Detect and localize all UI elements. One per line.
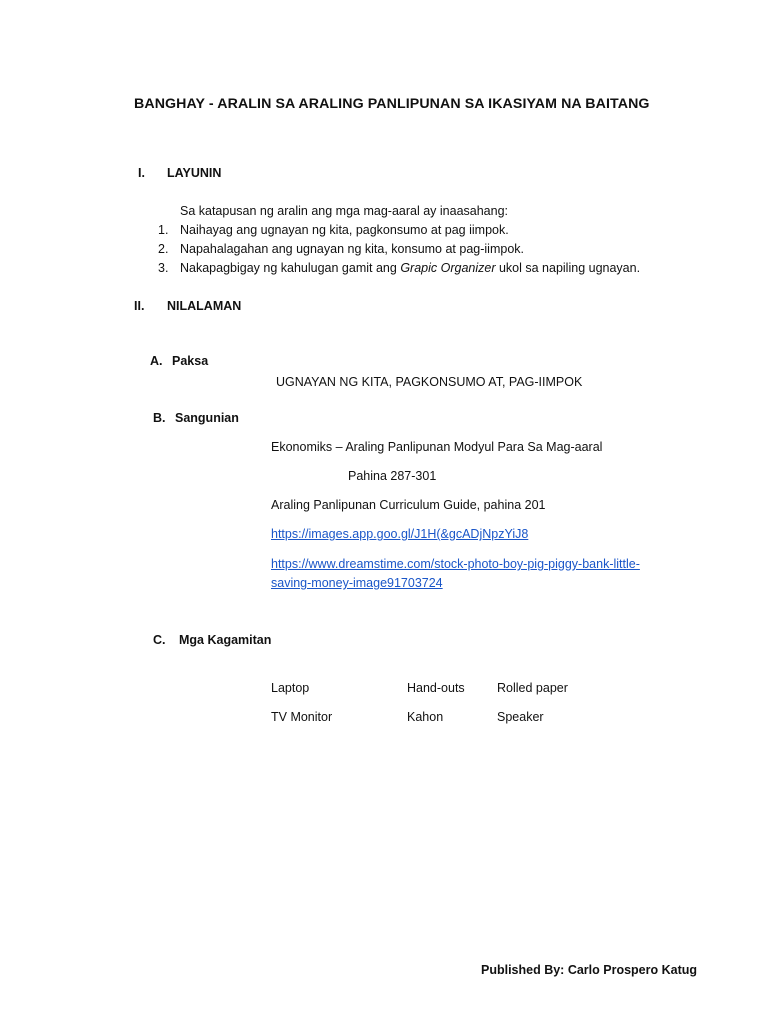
- subsection-a-letter: A.: [150, 354, 163, 368]
- lesson-topic: UGNAYAN NG KITA, PAGKONSUMO AT, PAG-IIMPOK: [276, 375, 583, 389]
- reference-link-1[interactable]: https://images.app.goo.gl/J1H(&gcADjNpzYiJ8: [271, 527, 529, 541]
- objective-text-italic: Grapic Organizer: [400, 261, 496, 275]
- material-item: Speaker: [497, 710, 544, 724]
- objectives-intro: Sa katapusan ng aralin ang mga mag-aaral ay inaasahang:: [180, 204, 508, 218]
- objective-text: Napahalagahan ang ugnayan ng kita, konsumo at pag-iimpok.: [180, 242, 524, 256]
- document-title: BANGHAY - ARALIN SA ARALING PANLIPUNAN SA IKASIYAM NA BAITANG: [134, 96, 650, 112]
- section-2-heading: NILALAMAN: [167, 299, 242, 313]
- material-item: Kahon: [407, 710, 444, 724]
- subsection-b-letter: B.: [153, 411, 166, 425]
- material-item: Hand-outs: [407, 681, 465, 695]
- reference-1-pages: Pahina 287-301: [348, 469, 437, 483]
- subsection-a-label: Paksa: [172, 354, 209, 368]
- objective-text-after: ukol sa napiling ugnayan.: [495, 261, 641, 275]
- objective-text: Naihayag ang ugnayan ng kita, pagkonsumo at pag iimpok.: [180, 223, 509, 237]
- objective-text-before: Nakapagbigay ng kahulugan gamit ang: [180, 261, 401, 275]
- objective-number: 3.: [158, 261, 169, 275]
- reference-1: Ekonomiks – Araling Panlipunan Modyul Para Sa Mag-aaral: [271, 440, 603, 454]
- reference-link-2-continued[interactable]: saving-money-image91703724: [271, 576, 443, 590]
- subsection-b-label: Sangunian: [175, 411, 239, 425]
- material-item: TV Monitor: [271, 710, 333, 724]
- section-1-numeral: I.: [138, 166, 145, 180]
- objective-text: [180, 261, 640, 275]
- material-item: Rolled paper: [497, 681, 568, 695]
- reference-link-2[interactable]: https://www.dreamstime.com/stock-photo-boy-pig-piggy-bank-little-: [271, 557, 640, 571]
- section-2-numeral: II.: [134, 299, 145, 313]
- objective-number: 1.: [158, 223, 169, 237]
- reference-2: Araling Panlipunan Curriculum Guide, pahina 201: [271, 498, 546, 512]
- material-item: Laptop: [271, 681, 310, 695]
- subsection-c-letter: C.: [153, 633, 166, 647]
- section-1-heading: LAYUNIN: [167, 166, 222, 180]
- publisher-footer: Published By: Carlo Prospero Katug: [481, 963, 698, 977]
- objective-number: 2.: [158, 242, 169, 256]
- subsection-c-label: Mga Kagamitan: [179, 633, 272, 647]
